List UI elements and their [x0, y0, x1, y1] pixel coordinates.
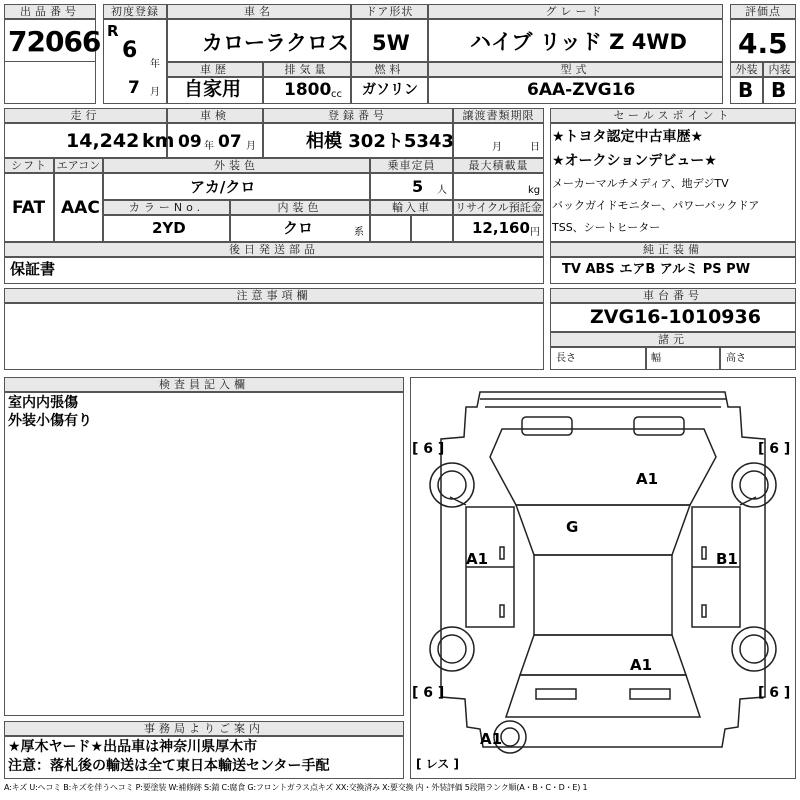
- mark-rear: A1: [630, 656, 653, 674]
- load-unit: kg: [528, 185, 541, 196]
- width-label: 幅: [651, 353, 661, 364]
- import-label: 輸入車: [370, 200, 453, 216]
- spare-status: [ レス ]: [416, 757, 459, 771]
- plate: 相模 302ト5343: [306, 131, 454, 152]
- chassis-number: ZVG16-1010936: [590, 306, 761, 328]
- inspector-cell: [4, 391, 404, 716]
- inspector-line-1: 室内内張傷: [8, 395, 78, 411]
- plate-label: 登録番号: [263, 108, 453, 124]
- body-outline: [441, 392, 765, 747]
- model: 6AA-ZVG16: [527, 80, 636, 100]
- ac: AAC: [61, 198, 100, 218]
- tire-rr: [ 6 ]: [758, 685, 791, 701]
- insp-year-unit: 年: [204, 141, 214, 152]
- import-cell-b: [411, 214, 453, 242]
- lot-number: 72066: [8, 25, 101, 58]
- car-name-label: 車名: [167, 4, 351, 20]
- color: アカ/クロ: [190, 178, 256, 196]
- ac-label: エアコン: [54, 158, 103, 174]
- sales-line-4: バックガイドモニター、パワーバックドア: [552, 199, 760, 212]
- mark-bumper: A1: [480, 730, 503, 748]
- inspection-label: 車検: [167, 108, 263, 124]
- reg-month: 7: [128, 78, 140, 98]
- cc-unit: cc: [331, 89, 342, 100]
- inspector-line-2: 外装小傷有り: [8, 413, 92, 429]
- inspector-label: 検査員記入欄: [4, 377, 404, 393]
- transfer-day: 日: [530, 142, 540, 153]
- later-parts: 保証書: [10, 260, 56, 278]
- sales-line-2: ★オークションデビュー★: [552, 153, 717, 169]
- tire-rl: [ 6 ]: [412, 685, 445, 701]
- int-label: 内装: [763, 62, 796, 78]
- later-label: 後日発送部品: [4, 242, 544, 258]
- mark-hood: A1: [636, 470, 659, 488]
- windshield-outline: [516, 505, 690, 555]
- mileage-label: 走行: [4, 108, 167, 124]
- reg-label: 初度登録: [103, 4, 167, 20]
- color-label: 外装色: [103, 158, 370, 174]
- mileage-unit: km: [142, 130, 175, 152]
- fuel: ガソリン: [362, 82, 418, 98]
- lot-blank: [4, 61, 96, 104]
- intcolor-label: 内装色: [230, 200, 370, 216]
- history: 自家用: [184, 78, 242, 100]
- colorno: 2YD: [152, 219, 186, 237]
- fuel-label: 燃料: [351, 62, 428, 78]
- office-line-2: 注意：落札後の輸送は全て東日本輸送センター手配: [8, 758, 330, 774]
- insp-month-unit: 月: [246, 141, 256, 152]
- recycle: 12,160: [472, 219, 530, 237]
- mark-left: A1: [466, 550, 489, 568]
- transfer-label: 譲渡書類期限: [453, 108, 544, 124]
- mark-right: B1: [716, 550, 738, 568]
- recycle-unit: 円: [530, 227, 540, 238]
- colorno-label: カラーNo.: [103, 200, 230, 216]
- insp-year: 09: [178, 132, 202, 152]
- sales-line-5: TSS、シートヒーター: [552, 221, 661, 234]
- grade-label: グレード: [428, 4, 723, 20]
- recycle-label: リサイクル預託金: [453, 200, 544, 216]
- reg-era: R: [107, 22, 119, 40]
- cc: 1800: [284, 80, 332, 100]
- ext-grade: B: [738, 78, 754, 102]
- height-label: 高さ: [726, 353, 746, 364]
- notes-cell: [4, 302, 544, 370]
- eval-label: 評価点: [730, 4, 796, 20]
- load-label: 最大積載量: [453, 158, 544, 174]
- ext-label: 外装: [730, 62, 763, 78]
- int-grade: B: [771, 78, 787, 102]
- tire-fl: [ 6 ]: [412, 441, 445, 457]
- chassis-label: 車台番号: [550, 288, 796, 304]
- tire-fr: [ 6 ]: [758, 441, 791, 457]
- capacity-label: 乗車定員: [370, 158, 453, 174]
- equipment: TV ABS エアB アルミ PS PW: [562, 262, 751, 277]
- notes-label: 注意事項欄: [4, 288, 544, 304]
- hood-outline: [490, 429, 716, 505]
- reg-month-unit: 月: [150, 87, 160, 98]
- sales-label: セールスポイント: [550, 108, 796, 124]
- history-label: 車歴: [167, 62, 263, 78]
- dims-label: 諸元: [550, 332, 796, 348]
- door-label: ドア形状: [351, 4, 428, 20]
- intcolor: クロ: [283, 219, 314, 237]
- roof-outline: [534, 555, 672, 635]
- sales-line-3: メーカーマルチメディア、地デジTV: [552, 177, 729, 190]
- equipment-label: 純正装備: [550, 242, 796, 258]
- mark-glass: G: [566, 518, 579, 536]
- mileage: 14,242: [66, 130, 140, 152]
- grade: ハイブ リッド Z 4WD: [470, 30, 687, 54]
- shift: FAT: [12, 198, 46, 218]
- office-line-1: ★厚木ヤード★出品車は神奈川県厚木市: [8, 739, 258, 755]
- office-label: 事務局よりご案内: [4, 721, 404, 737]
- later-cell: [4, 256, 544, 284]
- capacity: 5: [412, 177, 424, 196]
- insp-month: 07: [218, 132, 242, 152]
- capacity-unit: 人: [437, 185, 447, 196]
- import-cell-a: [370, 214, 411, 242]
- car-diagram: [410, 377, 796, 779]
- lot-label: 出品番号: [4, 4, 96, 20]
- transfer-month: 月: [492, 142, 502, 153]
- intcolor-unit: 系: [354, 227, 364, 238]
- eval-score: 4.5: [738, 27, 788, 60]
- reg-year-unit: 年: [150, 59, 160, 70]
- reg-year: 6: [122, 38, 138, 63]
- car-name: カローラクロス: [202, 31, 349, 55]
- cc-label: 排気量: [263, 62, 351, 78]
- shift-label: シフト: [4, 158, 54, 174]
- sales-line-1: ★トヨタ認定中古車歴★: [552, 129, 704, 145]
- legend: A:キズ U:ヘコミ B:キズを伴うヘコミ P:要塗装 W:補修跡 S:錆 C:腐食 G:フロントガラス点キズ XX:交換済み X:要交換 内・外装評価 5段階ランク順(A・B・C・D・E) 1: [4, 783, 588, 792]
- model-label: 型式: [428, 62, 723, 78]
- length-label: 長さ: [556, 353, 576, 364]
- door-type: 5W: [372, 31, 410, 55]
